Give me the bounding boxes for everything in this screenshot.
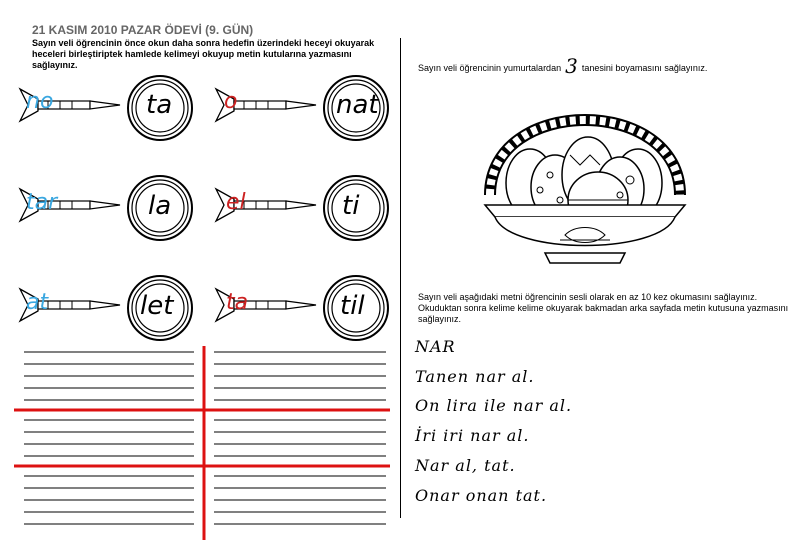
reading-line: Nar al, tat. <box>415 456 516 475</box>
egg-instruction: Sayın veli öğrencinin yumurtalardan 3 tanesini boyamasını sağlayınız. <box>418 54 708 78</box>
left-instruction: Sayın veli öğrencinin önce okun daha sonra hedefin üzerindeki heceyi okuyarak heceleri birleştiriptek hamlede kelimeyi okuyup metin kutularına yazmasını sağlayınız. <box>32 38 375 70</box>
dart-syllable: at <box>26 290 49 315</box>
page-title: 21 KASIM 2010 PAZAR ÖDEVİ (9. GÜN) <box>32 23 254 37</box>
reading-line: İri iri nar al. <box>415 426 530 445</box>
target-syllable: la <box>148 191 172 221</box>
dart-syllable: o <box>224 89 238 114</box>
reading-line: On lira ile nar al. <box>415 396 573 415</box>
basket-image <box>470 75 700 275</box>
reading-instruction: Sayın veli aşağıdaki metni öğrencinin sesli olarak en az 10 kez okumasını sağlayınız. Okuduktan sonra kelime kelime okuyarak bakmadan arka sayfada metin kutusuna yazmasını sağlayınız. <box>418 292 789 324</box>
dart-syllable: tar <box>26 190 58 215</box>
target-syllable: ti <box>342 191 360 221</box>
reading-line: NAR <box>415 337 456 356</box>
egg-count: 3 <box>565 54 578 78</box>
reading-line: Onar onan tat. <box>415 486 548 505</box>
dart-syllable: el <box>226 190 246 215</box>
target-syllable: ta <box>146 90 173 120</box>
target-syllable: til <box>340 291 365 321</box>
column-divider <box>400 38 401 518</box>
target-syllable: nat <box>336 90 379 120</box>
dart-syllable: no <box>26 89 54 114</box>
writing-boxes[interactable] <box>14 342 394 542</box>
target-syllable: let <box>140 291 174 321</box>
dart-syllable: ta <box>226 290 249 315</box>
reading-line: Tanen nar al. <box>415 367 535 386</box>
